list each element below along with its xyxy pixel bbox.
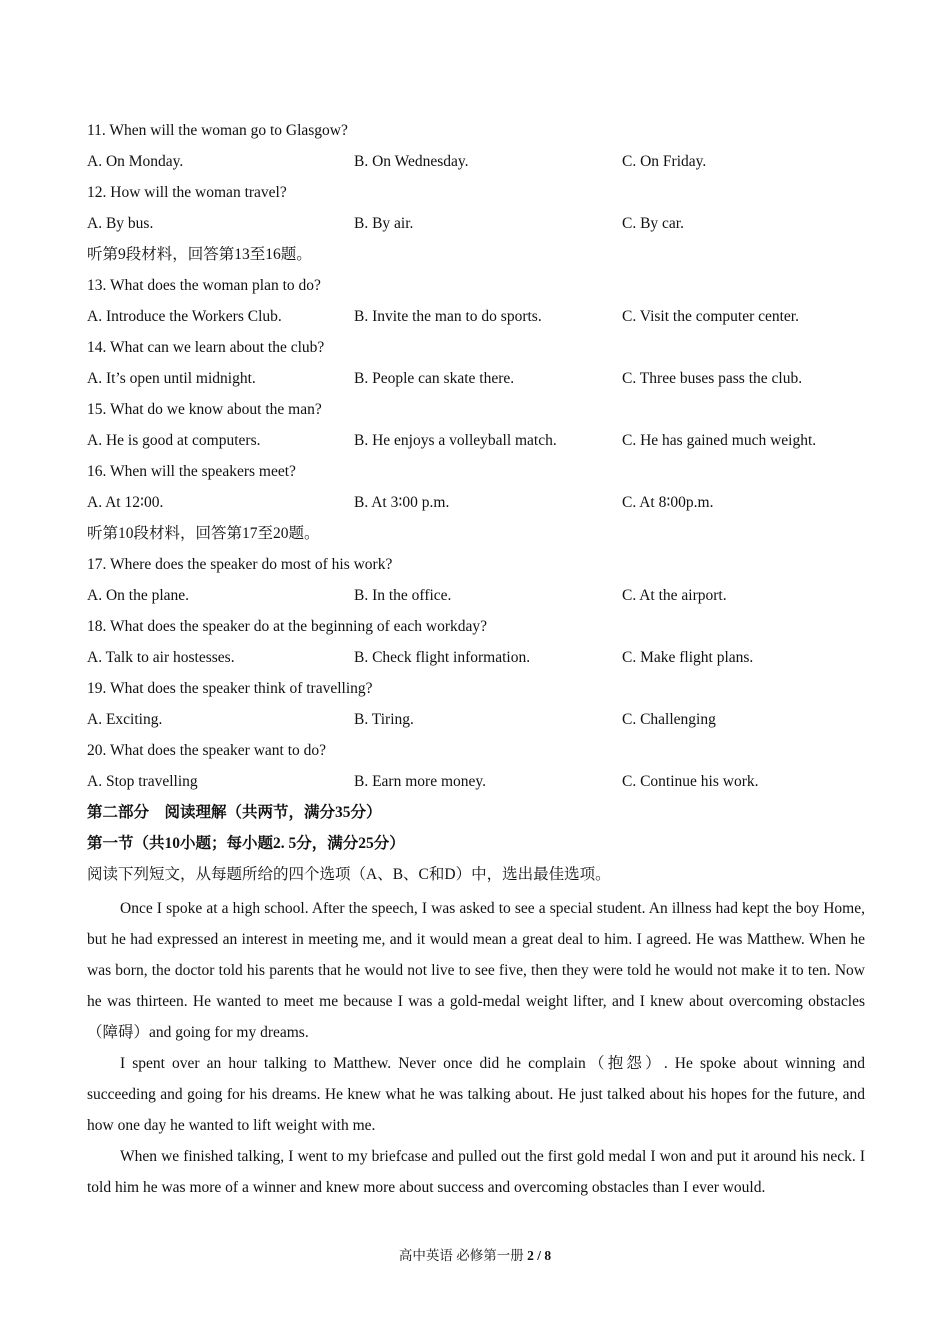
question-16: 16. When will the speakers meet?	[87, 463, 296, 480]
part2-heading: 第二部分 阅读理解（共两节，满分35分）	[87, 804, 382, 821]
option-c: C. At 8∶00p.m.	[622, 494, 714, 511]
page-content	[87, 118, 865, 1203]
question-14: 14. What can we learn about the club?	[87, 339, 325, 356]
option-b: B. In the office.	[354, 587, 452, 604]
option-c: C. Visit the computer center.	[622, 308, 799, 325]
option-b: B. On Wednesday.	[354, 153, 469, 170]
options-20	[87, 769, 865, 800]
option-a: A. On Monday.	[87, 153, 184, 170]
option-b: B. By air.	[354, 215, 414, 232]
option-a: A. Exciting.	[87, 711, 163, 728]
page-number: 2 / 8	[527, 1248, 552, 1263]
option-a: A. Stop travelling	[87, 773, 198, 790]
option-a: A. Introduce the Workers Club.	[87, 308, 282, 325]
listening-intro-9: 听第9段材料，回答第13至16题。	[87, 246, 312, 263]
question-20: 20. What does the speaker want to do?	[87, 742, 327, 759]
option-a: A. On the plane.	[87, 587, 190, 604]
question-15: 15. What do we know about the man?	[87, 401, 322, 418]
question-17: 17. Where does the speaker do most of his work?	[87, 556, 393, 573]
option-c: C. Make flight plans.	[622, 649, 754, 666]
reading-instruction: 阅读下列短文，从每题所给的四个选项（A、B、C和D）中，选出最佳选项。	[87, 866, 611, 883]
options-13	[87, 304, 865, 335]
option-b: B. At 3∶00 p.m.	[354, 494, 450, 511]
options-14	[87, 366, 865, 397]
option-c: C. On Friday.	[622, 153, 707, 170]
option-c: C. By car.	[622, 215, 684, 232]
option-b: B. Check flight information.	[354, 649, 531, 666]
options-19	[87, 707, 865, 738]
option-a: A. He is good at computers.	[87, 432, 261, 449]
option-c: C. Three buses pass the club.	[622, 370, 803, 387]
question-19: 19. What does the speaker think of travelling?	[87, 680, 373, 697]
option-b: B. Invite the man to do sports.	[354, 308, 542, 325]
option-c: C. At the airport.	[622, 587, 727, 604]
option-c: C. Challenging	[622, 711, 716, 728]
options-17	[87, 583, 865, 614]
option-c: C. Continue his work.	[622, 773, 759, 790]
option-b: B. People can skate there.	[354, 370, 515, 387]
options-11	[87, 149, 865, 180]
options-12	[87, 211, 865, 242]
options-15	[87, 428, 865, 459]
option-b: B. Tiring.	[354, 711, 414, 728]
passage-paragraph-3: When we finished talking, I went to my briefcase and pulled out the first gold medal I won and put it around his neck. I told him he was more of a winner and knew more about success and overcoming obstacles than I ever would.	[87, 1148, 865, 1196]
options-16	[87, 490, 865, 521]
section1-heading: 第一节（共10小题；每小题2. 5分，满分25分）	[87, 835, 405, 852]
question-18: 18. What does the speaker do at the beginning of each workday?	[87, 618, 487, 635]
page-footer	[0, 1244, 950, 1264]
options-18	[87, 645, 865, 676]
option-a: A. It’s open until midnight.	[87, 370, 256, 387]
option-b: B. Earn more money.	[354, 773, 486, 790]
question-12: 12. How will the woman travel?	[87, 184, 287, 201]
option-a: A. Talk to air hostesses.	[87, 649, 235, 666]
passage-paragraph-1: Once I spoke at a high school. After the speech, I was asked to see a special student. An illness had kept the boy Home, but he had expressed an interest in meeting me, and it would mean a great deal to him. I agreed. He was Matthew. When he was born, the doctor told his parents that he would not live to see five, then they were told he would not make it to ten. Now he was thirteen. He wanted to meet me because I was a gold-medal weight lifter, and I knew about overcoming obstacles（障碍）and going for my dreams.	[87, 900, 865, 1041]
option-c: C. He has gained much weight.	[622, 432, 817, 449]
listening-intro-10: 听第10段材料，回答第17至20题。	[87, 525, 320, 542]
passage-paragraph-2: I spent over an hour talking to Matthew. Never once did he complain（抱怨）. He spoke about winning and succeeding and going for his dreams. He knew what he was talking about. He just talked about his hopes for the future, and how one day he wanted to lift weight with me.	[87, 1055, 865, 1134]
option-b: B. He enjoys a volleyball match.	[354, 432, 557, 449]
option-a: A. By bus.	[87, 215, 154, 232]
question-11: 11. When will the woman go to Glasgow?	[87, 122, 348, 139]
option-a: A. At 12∶00.	[87, 494, 164, 511]
footer-label: 高中英语 必修第一册	[398, 1248, 524, 1263]
question-13: 13. What does the woman plan to do?	[87, 277, 321, 294]
